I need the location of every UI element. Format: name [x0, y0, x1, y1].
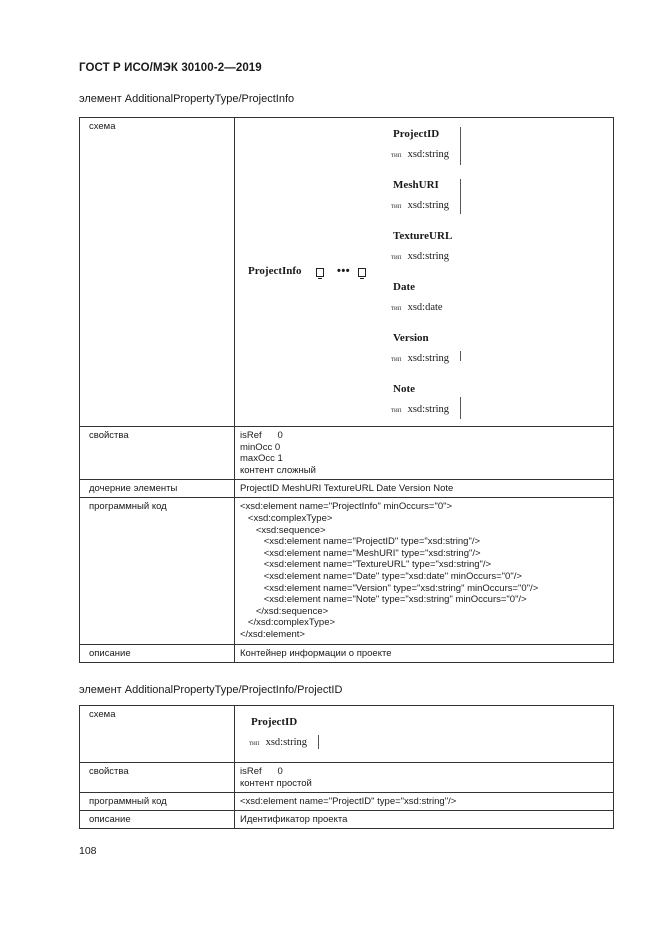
code-line: <xsd:element name="MeshURI" type="xsd:string"/>	[240, 547, 481, 559]
row-description	[80, 644, 614, 662]
element-caption-projectid: элемент AdditionalPropertyType/ProjectInfo/ProjectID	[79, 684, 343, 696]
schema-cell	[235, 706, 614, 763]
diagram-element-type: тип xsd:string	[391, 404, 449, 415]
code-cell	[235, 498, 614, 644]
page-number: 108	[79, 845, 97, 857]
projectid-spec-table	[79, 705, 614, 829]
row-properties	[80, 427, 614, 480]
row-schema	[80, 118, 614, 427]
schema-cell	[235, 118, 614, 427]
description-cell: Идентификатор проекта	[235, 811, 614, 829]
diagram-element-name: MeshURI	[393, 179, 439, 191]
code-line: </xsd:sequence>	[240, 605, 329, 617]
row-schema	[80, 706, 614, 763]
diagram-element-type: тип xsd:string	[391, 353, 449, 364]
code-line: <xsd:element name="ProjectID" type="xsd:string"/>	[240, 536, 481, 548]
children-cell: ProjectID MeshURI TextureURL Date Version Note	[235, 480, 614, 498]
code-line: <xsd:complexType>	[240, 512, 333, 524]
code-line: <xsd:sequence>	[240, 524, 326, 536]
diagram-element-name: ProjectID	[393, 128, 440, 140]
label-properties: свойства	[80, 427, 235, 480]
label-description: описание	[80, 644, 235, 662]
row-code	[80, 498, 614, 644]
element-bracket	[460, 351, 461, 361]
diagram-element-type: тип xsd:string	[391, 200, 449, 211]
code-line: <xsd:element name="Date" type="xsd:date" minOccurs="0"/>	[240, 570, 522, 582]
label-children: дочерние элементы	[80, 480, 235, 498]
diagram-connector: •••	[337, 265, 351, 277]
label-code: программный код	[80, 793, 235, 811]
label-description: описание	[80, 811, 235, 829]
diagram-element-name: Version	[393, 332, 429, 344]
label-properties: свойства	[80, 763, 235, 793]
label-schema: схема	[80, 118, 235, 427]
element-bracket	[460, 397, 461, 419]
row-children	[80, 480, 614, 498]
sequence-icon	[358, 268, 366, 277]
schema-diagram	[240, 709, 608, 759]
diagram-element-name: Date	[393, 281, 415, 293]
property-line: isRef 0	[240, 430, 283, 441]
code-line: <xsd:element name="TextureURL" type="xsd:string"/>	[240, 559, 492, 571]
label-code: программный код	[80, 498, 235, 644]
property-line: maxOcc 1	[240, 453, 283, 465]
code-line: <xsd:element name="Note" type="xsd:string" minOccurs="0"/>	[240, 594, 527, 606]
projectinfo-spec-table	[79, 117, 614, 663]
code-line: <xsd:element name="Version" type="xsd:string" minOccurs="0"/>	[240, 582, 539, 594]
properties-cell	[235, 427, 614, 480]
sequence-icon	[316, 268, 324, 277]
diagram-element-type: тип xsd:string	[391, 251, 449, 262]
diagram-root-name: ProjectInfo	[248, 265, 302, 277]
diagram-element-type: тип xsd:date	[391, 302, 443, 313]
element-bracket	[318, 735, 319, 749]
property-line: контент сложный	[240, 464, 316, 476]
element-caption-projectinfo: элемент AdditionalPropertyType/ProjectInfo	[79, 93, 295, 105]
code-line: </xsd:complexType>	[240, 617, 336, 629]
label-schema: схема	[80, 706, 235, 763]
element-bracket	[460, 127, 461, 165]
code-line: </xsd:element>	[240, 628, 305, 640]
property-line: контент простой	[240, 777, 312, 789]
row-description	[80, 811, 614, 829]
document-header: ГОСТ Р ИСО/МЭК 30100-2—2019	[79, 62, 262, 74]
properties-cell	[235, 763, 614, 793]
diagram-element-name: ProjectID	[251, 716, 298, 728]
diagram-element-name: Note	[393, 383, 415, 395]
property-line: minOcc 0	[240, 441, 281, 453]
diagram-element-name: TextureURL	[393, 230, 453, 242]
row-code	[80, 793, 614, 811]
element-bracket	[460, 179, 461, 214]
schema-diagram	[240, 121, 608, 423]
row-properties	[80, 763, 614, 793]
property-line: isRef 0	[240, 766, 283, 777]
code-cell: <xsd:element name="ProjectID" type="xsd:string"/>	[235, 793, 614, 811]
diagram-element-type: тип xsd:string	[391, 149, 449, 160]
code-line: <xsd:element name="ProjectInfo" minOccurs="0">	[240, 501, 453, 513]
diagram-element-type: тип xsd:string	[249, 737, 307, 748]
description-cell: Контейнер информации о проекте	[235, 644, 614, 662]
